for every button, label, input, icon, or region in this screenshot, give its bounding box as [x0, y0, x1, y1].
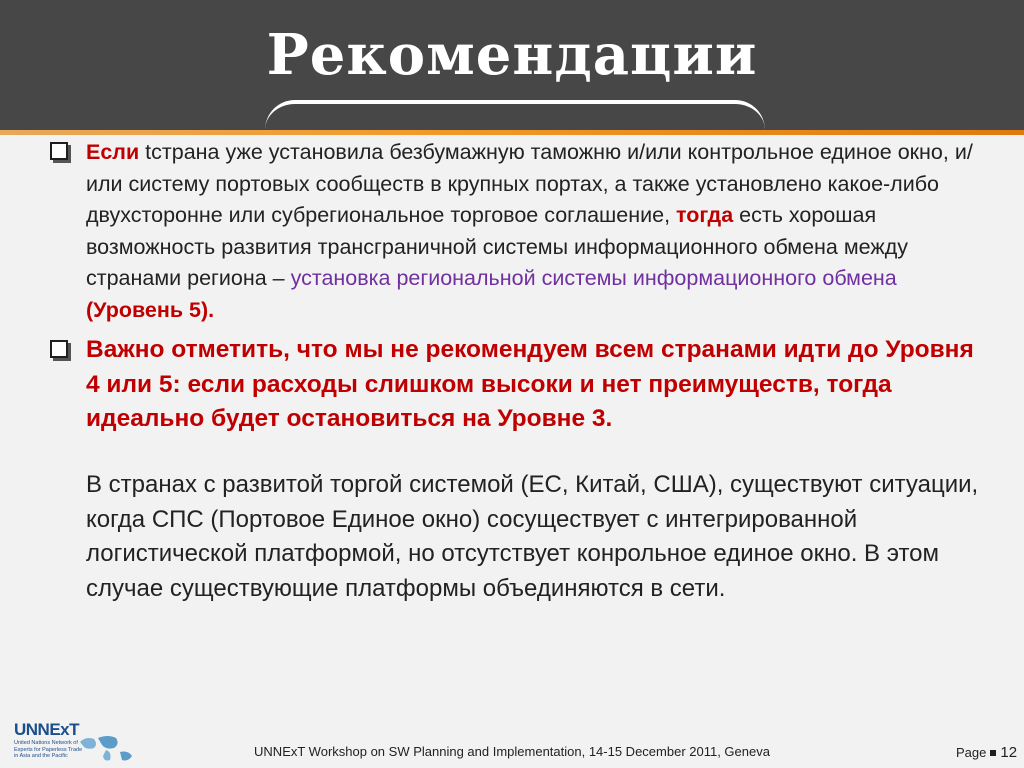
logo-tagline: United Nations Network of Experts for Paperless Trade in Asia and the Pacific — [14, 740, 83, 759]
body-paragraph-3: В странах с развитой торгой системой (ЕС, Китай, США), существуют ситуации, когда СПС (Портовое Единое окно) сосуществует с интегрированной логистической платформой, но отсутствует конрольное единое окно. В этом случае существующие платформы объединяются в сети. — [86, 471, 979, 602]
bullet1-text-b: есть хорошая возможность развития трансграничной системы информационного обмена между странами региона – — [86, 203, 909, 290]
page-number: 12 — [1000, 744, 1018, 761]
header-accent-rule — [0, 130, 1024, 135]
bullet-paragraph-1 — [86, 137, 986, 326]
square-separator-icon — [990, 750, 996, 756]
logo-wordmark: UNNExT — [14, 720, 80, 739]
slide-title: Рекомендации — [266, 22, 758, 88]
slide-header — [0, 0, 1024, 130]
if-keyword: Если — [86, 140, 140, 164]
page-indicator — [956, 744, 1017, 761]
then-keyword: тогда — [676, 203, 734, 227]
footer-caption: UNNExT Workshop on SW Planning and Implementation, 14-15 December 2011, Geneva — [254, 744, 770, 759]
checkbox-bullet-icon — [48, 140, 70, 162]
page-label: Page — [956, 745, 987, 760]
clipped-title-line — [265, 100, 765, 130]
level-note: (Уровень 5). — [86, 297, 215, 322]
checkbox-bullet-icon — [48, 338, 70, 360]
regional-system-highlight: установка региональной системы информационного обмена — [290, 266, 897, 290]
bullet-paragraph-2: Важно отметить, что мы не рекомендуем всем странами идти до Уровня 4 или 5: если расходы слишком высоки и нет преимуществ, тогда идеально будет остановиться на Уровне 3. — [86, 336, 974, 432]
bullet1-text-a: tстрана уже установила безбумажную таможню и/или контрольное единое окно, и/или систему портовых сообществ в крупных портах, а также установлено какое-либо двухсторонне или субрегиональное торговое соглашение, — [86, 140, 973, 227]
